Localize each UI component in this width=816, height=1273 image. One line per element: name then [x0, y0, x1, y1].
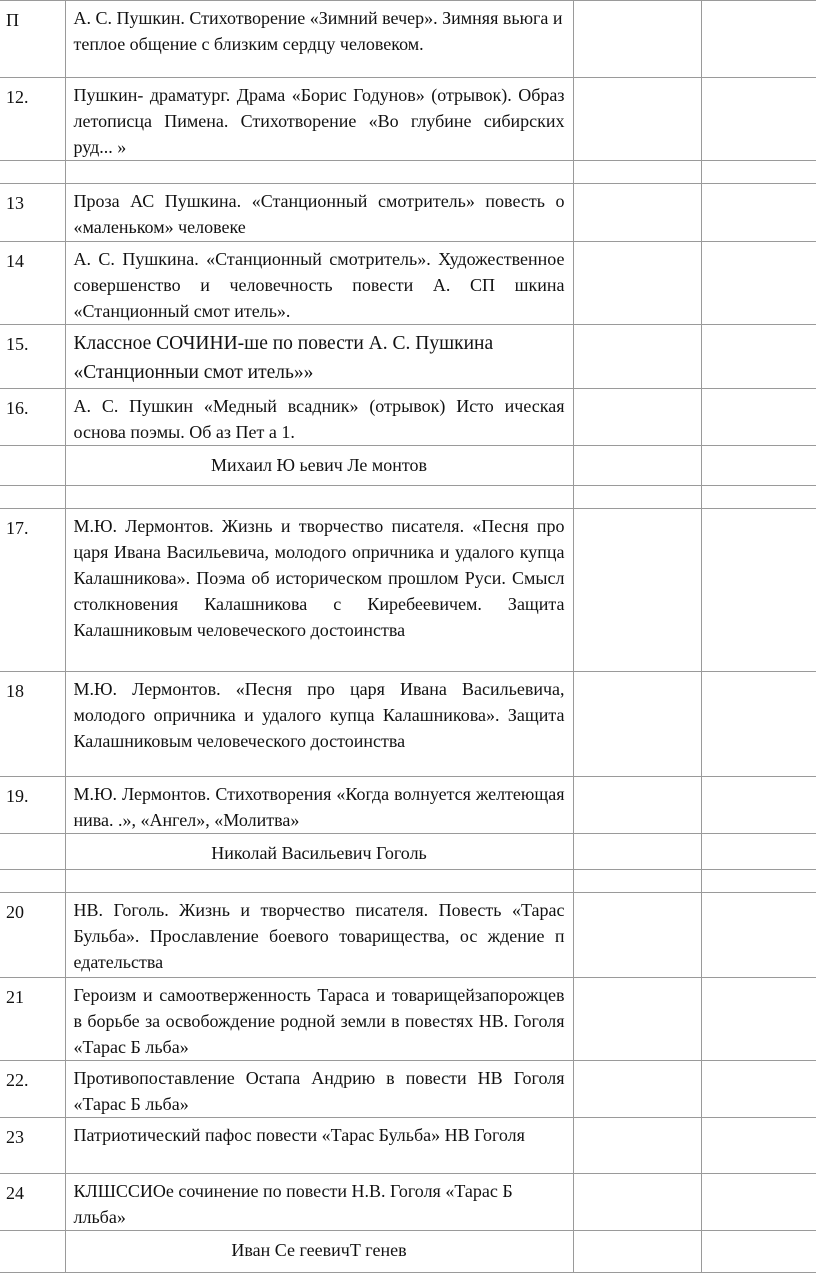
empty-cell [0, 446, 65, 486]
lesson-number: 20 [0, 893, 65, 978]
lesson-topic: Героизм и самоотверженность Тараса и товарищейзапорожцев в борьбе за освобождение родной земли в повестях НВ. Гоголя «Тарас Б льба» [65, 978, 573, 1061]
lesson-topic: Патриотический пафос повести «Тарас Бульба» НВ Гоголя [65, 1118, 573, 1174]
empty-cell [573, 893, 701, 978]
empty-cell [573, 509, 701, 672]
lesson-number: 15. [0, 325, 65, 389]
lesson-topic: А. С. Пушкин. Стихотворение «Зимний вечер». Зимняя вьюга и теплое общение с близким сердцу человеком. [65, 1, 573, 78]
lesson-topic: НВ. Гоголь. Жизнь и творчество писателя. Повесть «Тарас Бульба». Прославление боевого товарищества, ос ждение п едательства [65, 893, 573, 978]
empty-cell [573, 184, 701, 242]
empty-cell [701, 834, 816, 870]
table-row [0, 184, 816, 242]
lesson-number: 23 [0, 1118, 65, 1174]
spacer-row [0, 486, 816, 509]
empty-cell [701, 325, 816, 389]
empty-cell [573, 1118, 701, 1174]
empty-cell [701, 978, 816, 1061]
lesson-number: 21 [0, 978, 65, 1061]
empty-cell [701, 1118, 816, 1174]
table-row [0, 389, 816, 446]
empty-cell [573, 389, 701, 446]
table-row [0, 1118, 816, 1174]
empty-cell [573, 446, 701, 486]
lesson-number: 17. [0, 509, 65, 672]
lesson-topic: Классное СОЧИНИ-ше по повести А. С. Пушкина «Станционныи смот итель»» [65, 325, 573, 389]
section-author-heading: Николай Васильевич Гоголь [65, 834, 573, 870]
table-row [0, 1061, 816, 1118]
empty-cell [0, 1231, 65, 1273]
empty-cell [573, 978, 701, 1061]
empty-cell [701, 1174, 816, 1231]
section-header-row [0, 1231, 816, 1273]
table-row [0, 777, 816, 834]
table-row [0, 893, 816, 978]
empty-cell [701, 242, 816, 325]
empty-cell [701, 1231, 816, 1273]
spacer-row [0, 870, 816, 893]
table-row [0, 509, 816, 672]
lesson-topic: М.Ю. Лермонтов. Жизнь и творчество писателя. «Песня про царя Ивана Васильевича, молодого опричника и удалого купца Калашникова». Поэма об историческом прошлом Руси. Смысл столкновения Калашникова с Киребеевичем. Защита Калашниковым человеческого достоинства [65, 509, 573, 672]
empty-cell [573, 1061, 701, 1118]
empty-cell [701, 389, 816, 446]
table-row [0, 325, 816, 389]
table-row [0, 1, 816, 78]
table-row [0, 978, 816, 1061]
empty-cell [701, 893, 816, 978]
empty-cell [701, 672, 816, 777]
empty-cell [701, 78, 816, 161]
empty-cell [701, 1061, 816, 1118]
empty-cell [701, 446, 816, 486]
lesson-topic: Противопоставление Остапа Андрию в повести НВ Гоголя «Тарас Б льба» [65, 1061, 573, 1118]
section-header-row [0, 834, 816, 870]
lesson-number: 19. [0, 777, 65, 834]
empty-cell [701, 509, 816, 672]
lesson-topic: А. С. Пушкина. «Станционный смотритель». Художественное совершенство и человечность повести А. СП шкина «Станционный смот итель». [65, 242, 573, 325]
lesson-number: 13 [0, 184, 65, 242]
empty-cell [573, 325, 701, 389]
lesson-topic: Проза АС Пушкина. «Станционный смотритель» повесть о «маленьком» человеке [65, 184, 573, 242]
lesson-number: 14 [0, 242, 65, 325]
empty-cell [573, 834, 701, 870]
empty-cell [573, 777, 701, 834]
lesson-number: 22. [0, 1061, 65, 1118]
empty-cell [701, 184, 816, 242]
spacer-row [0, 161, 816, 184]
empty-cell [573, 1, 701, 78]
section-header-row [0, 446, 816, 486]
lesson-number: 18 [0, 672, 65, 777]
table-row [0, 78, 816, 161]
table-row [0, 672, 816, 777]
section-author-heading: Иван Се геевичТ генев [65, 1231, 573, 1273]
lesson-topic: А. С. Пушкин «Медный всадник» (отрывок) Исто ическая основа поэмы. Об аз Пет а 1. [65, 389, 573, 446]
lesson-number: П [0, 1, 65, 78]
empty-cell [573, 1174, 701, 1231]
lesson-topic: Пушкин- драматург. Драма «Борис Годунов» (отрывок). Образ летописца Пимена. Стихотворение «Во глубине сибирских руд... » [65, 78, 573, 161]
empty-cell [573, 672, 701, 777]
lesson-number: 24 [0, 1174, 65, 1231]
lesson-topic: М.Ю. Лермонтов. «Песня про царя Ивана Васильевича, молодого опричника и удалого купца Калашникова». Защита Калашниковым человеческого достоинства [65, 672, 573, 777]
empty-cell [701, 1, 816, 78]
empty-cell [573, 78, 701, 161]
lesson-topic: КЛШССИОе сочинение по повести Н.В. Гоголя «Тарас Б лльба» [65, 1174, 573, 1231]
table-row [0, 242, 816, 325]
empty-cell [573, 242, 701, 325]
empty-cell [701, 777, 816, 834]
empty-cell [573, 1231, 701, 1273]
empty-cell [0, 834, 65, 870]
lesson-topic: М.Ю. Лермонтов. Стихотворения «Когда волнуется желтеющая нива. .», «Ангел», «Молитва» [65, 777, 573, 834]
lesson-number: 12. [0, 78, 65, 161]
lesson-number: 16. [0, 389, 65, 446]
section-author-heading: Михаил Ю ьевич Ле монтов [65, 446, 573, 486]
table-row [0, 1174, 816, 1231]
